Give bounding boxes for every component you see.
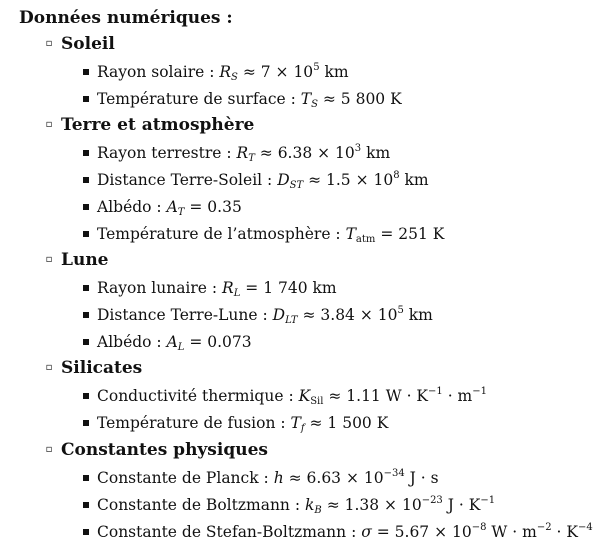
- colon-separator: :: [257, 306, 273, 324]
- item-formula: $K_{Sil} \approx 1.11$ $W \cdot K^{-1} \cdot m^{-1}$: [298, 386, 487, 407]
- item-formula: $A_T = 0.35$: [166, 198, 242, 218]
- filled-square-bullet-icon: [83, 475, 89, 481]
- section-label: Lune: [61, 250, 109, 270]
- list-item: [83, 276, 337, 300]
- item-formula: $D_{ST} \approx 1.5 \times 10^8$ km: [277, 170, 429, 191]
- list-item: [83, 168, 429, 192]
- colon-separator: :: [285, 90, 301, 108]
- item-formula: $A_L = 0.073$: [166, 333, 252, 353]
- filled-square-bullet-icon: [83, 177, 89, 183]
- colon-separator: :: [289, 496, 305, 514]
- item-label: Rayon lunaire: [97, 279, 207, 297]
- item-label: Température de l’atmosphère: [97, 225, 331, 243]
- item-formula: $h \approx 6.63 \times 10^{-34}$ J · s: [273, 468, 439, 487]
- hollow-square-bullet-icon: ▫: [45, 362, 53, 373]
- filled-square-bullet-icon: [83, 502, 89, 508]
- item-formula: $T_f \approx 1$ 500 K: [290, 414, 389, 434]
- list-item: [83, 195, 242, 219]
- list-item: [83, 60, 349, 84]
- colon-separator: :: [275, 414, 291, 432]
- item-label: Constante de Stefan-Boltzmann: [97, 523, 347, 541]
- filled-square-bullet-icon: [83, 529, 89, 535]
- section-label: Silicates: [61, 358, 143, 378]
- item-formula: $T_{atm} = 251$ K: [345, 225, 445, 245]
- item-formula: $k_B \approx 1.38 \times 10^{-23}$ $J \cdot K^{-1}$: [305, 495, 496, 516]
- filled-square-bullet-icon: [83, 339, 89, 345]
- colon-separator: :: [346, 523, 362, 541]
- item-label: Albédo: [97, 198, 152, 216]
- item-label: Rayon solaire: [97, 63, 205, 81]
- list-item: [83, 384, 487, 408]
- hollow-square-bullet-icon: ▫: [45, 38, 53, 49]
- colon-separator: :: [258, 469, 274, 487]
- item-label: Rayon terrestre: [97, 144, 222, 162]
- list-item: [83, 141, 390, 165]
- colon-separator: :: [330, 225, 346, 243]
- item-label: Albédo: [97, 333, 152, 351]
- filled-square-bullet-icon: [83, 312, 89, 318]
- item-label: Conductivité thermique: [97, 387, 284, 405]
- list-item: [83, 330, 252, 354]
- colon-separator: :: [221, 144, 237, 162]
- item-label: Constante de Planck: [97, 469, 259, 487]
- section-label: Terre et atmosphère: [61, 115, 255, 135]
- list-item: [83, 466, 439, 490]
- filled-square-bullet-icon: [83, 204, 89, 210]
- section-heading: [44, 32, 115, 56]
- hollow-square-bullet-icon: ▫: [45, 119, 53, 130]
- page-title: Données numériques :: [19, 8, 233, 28]
- filled-square-bullet-icon: [83, 231, 89, 237]
- filled-square-bullet-icon: [83, 69, 89, 75]
- filled-square-bullet-icon: [83, 96, 89, 102]
- colon-separator: :: [262, 171, 278, 189]
- item-label: Température de fusion: [97, 414, 276, 432]
- item-formula: $D_{LT} \approx 3.84 \times 10^5$ km: [272, 305, 433, 326]
- section-label: Constantes physiques: [61, 440, 268, 460]
- list-item: [83, 520, 593, 544]
- colon-separator: :: [206, 279, 223, 297]
- hollow-square-bullet-icon: ▫: [45, 254, 53, 265]
- item-formula: $R_T \approx 6.38 \times 10^3$ km: [236, 143, 391, 164]
- item-formula: $\sigma = 5.67 \times 10^{-8}$ $W \cdot m^{-2} \cdot K^{-4}$: [361, 522, 593, 541]
- section-heading: [44, 113, 254, 137]
- list-item: [83, 493, 495, 517]
- section-heading: [44, 438, 268, 462]
- list-item: [83, 303, 433, 327]
- item-label: Distance Terre-Lune: [97, 306, 258, 324]
- item-formula: $R_L = 1$ 740 km: [222, 279, 337, 299]
- filled-square-bullet-icon: [83, 285, 89, 291]
- item-label: Température de surface: [97, 90, 286, 108]
- item-label: Distance Terre-Soleil: [97, 171, 263, 189]
- item-label: Constante de Boltzmann: [97, 496, 290, 514]
- item-formula: $T_S \approx 5$ 800 K: [300, 90, 402, 110]
- hollow-square-bullet-icon: ▫: [45, 444, 53, 455]
- list-item: [83, 222, 444, 246]
- list-item: [83, 87, 402, 111]
- filled-square-bullet-icon: [83, 420, 89, 426]
- colon-separator: :: [204, 63, 220, 81]
- section-heading: [44, 248, 109, 272]
- item-formula: $R_S \approx 7 \times 10^5$ km: [219, 62, 349, 83]
- section-label: Soleil: [61, 34, 115, 54]
- colon-separator: :: [283, 387, 299, 405]
- list-item: [83, 411, 388, 435]
- section-heading: [44, 356, 142, 380]
- filled-square-bullet-icon: [83, 393, 89, 399]
- filled-square-bullet-icon: [83, 150, 89, 156]
- colon-separator: :: [151, 333, 167, 351]
- colon-separator: :: [151, 198, 167, 216]
